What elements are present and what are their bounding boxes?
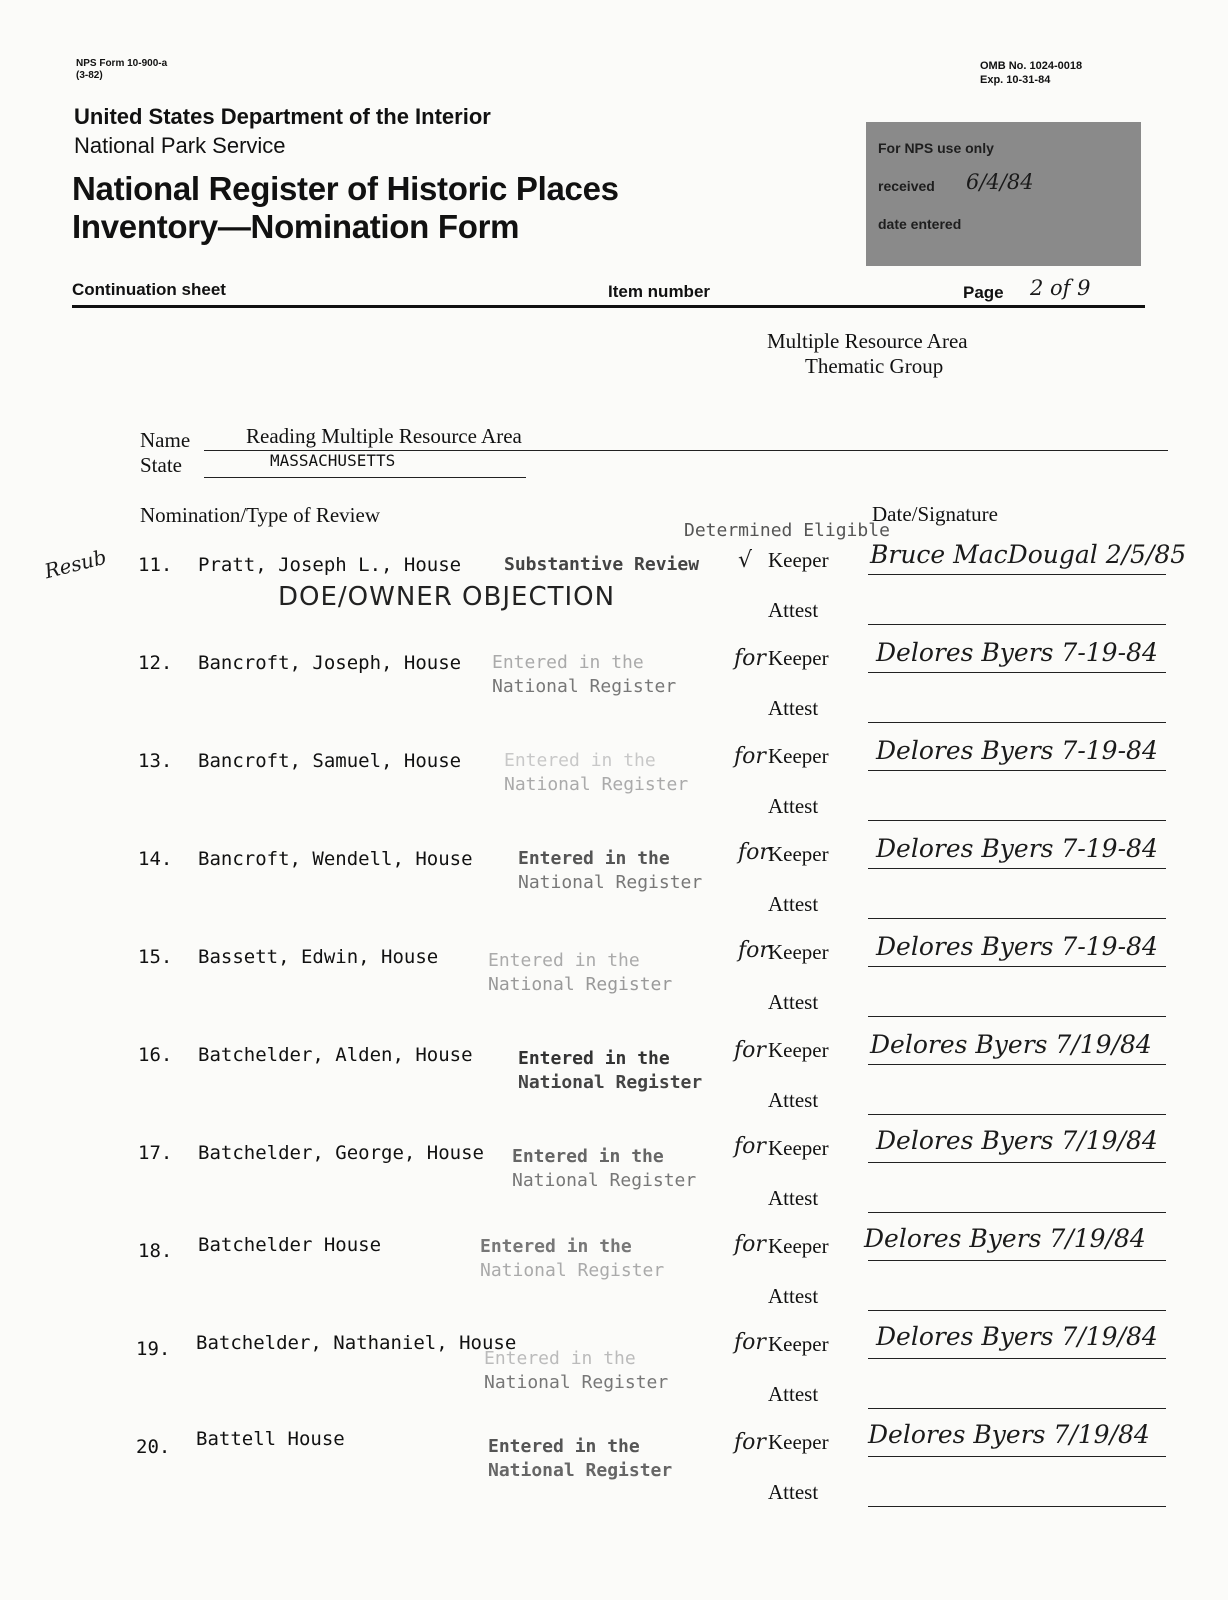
attest-label: Attest — [768, 1382, 819, 1406]
attest-signature-line — [868, 1114, 1166, 1115]
review-stamp-line2: National Register — [480, 1260, 665, 1281]
attest-signature-line — [868, 1212, 1166, 1213]
nomination-column-header: Nomination/Type of Review — [140, 503, 380, 527]
received-label: received — [878, 178, 935, 194]
keeper-mark: for — [734, 1232, 766, 1257]
nomination-entry — [0, 1322, 1228, 1431]
attest-signature-line — [868, 820, 1166, 821]
review-stamp-line2: National Register — [488, 974, 673, 995]
entry-number: 14. — [138, 848, 173, 870]
review-stamp-line2: National Register — [492, 676, 677, 697]
review-stamp-line2: DOE/OWNER OBJECTION — [278, 582, 616, 612]
attest-label: Attest — [768, 1284, 819, 1308]
entry-number: 19. — [136, 1338, 171, 1360]
keeper-signature-line — [868, 1064, 1166, 1065]
keeper-signature: Delores Byers 7/19/84 — [870, 1030, 1152, 1059]
nomination-entry — [0, 736, 1228, 843]
keeper-mark: √ — [738, 548, 753, 573]
keeper-signature-line — [868, 1358, 1166, 1359]
keeper-mark: for — [734, 646, 766, 671]
keeper-label: Keeper — [768, 1332, 829, 1356]
attest-label: Attest — [768, 990, 819, 1014]
keeper-signature: Bruce MacDougal 2/5/85 — [870, 540, 1187, 569]
review-stamp-line2: National Register — [484, 1372, 669, 1393]
property-name: Batchelder, Nathaniel, House — [196, 1332, 517, 1354]
review-stamp-top: Determined Eligible — [684, 520, 890, 541]
attest-signature-line — [868, 1506, 1166, 1507]
keeper-signature-line — [868, 1456, 1166, 1457]
nomination-entry — [0, 1420, 1228, 1529]
review-stamp-line2: National Register — [488, 1460, 673, 1481]
keeper-signature: Delores Byers 7-19-84 — [876, 834, 1158, 863]
group-type-line1: Multiple Resource Area — [767, 329, 968, 353]
omb-number: OMB No. 1024-0018 — [980, 60, 1083, 72]
review-stamp-line2: National Register — [504, 774, 689, 795]
review-stamp-line1: Entered in the — [484, 1348, 636, 1369]
nomination-entry — [0, 1224, 1228, 1333]
attest-signature-line — [868, 1310, 1166, 1311]
keeper-mark: for — [734, 744, 766, 769]
attest-label: Attest — [768, 1480, 819, 1504]
nps-use-label: For NPS use only — [878, 140, 994, 156]
attest-label: Attest — [768, 1186, 819, 1210]
keeper-label: Keeper — [768, 842, 829, 866]
margin-note: Resub — [42, 544, 109, 584]
keeper-label: Keeper — [768, 940, 829, 964]
attest-label: Attest — [768, 892, 819, 916]
attest-signature-line — [868, 722, 1166, 723]
keeper-signature-line — [868, 966, 1166, 967]
attest-signature-line — [868, 918, 1166, 919]
attest-label: Attest — [768, 598, 819, 622]
entry-number: 17. — [138, 1142, 173, 1164]
page-number: 2 of 9 — [1030, 276, 1091, 300]
form-title-line1: National Register of Historic Places — [72, 170, 619, 207]
keeper-signature-line — [868, 770, 1166, 771]
nomination-entry — [0, 638, 1228, 745]
review-stamp-line2: National Register — [512, 1170, 697, 1191]
review-stamp-line2: National Register — [518, 1072, 703, 1093]
attest-label: Attest — [768, 1088, 819, 1112]
nomination-entry — [0, 1126, 1228, 1235]
keeper-signature: Delores Byers 7-19-84 — [876, 638, 1158, 667]
attest-label: Attest — [768, 794, 819, 818]
name-label: Name — [140, 428, 191, 452]
keeper-signature-line — [868, 574, 1166, 575]
entry-number: 13. — [138, 750, 173, 772]
entry-number: 20. — [136, 1436, 171, 1458]
keeper-signature: Delores Byers 7-19-84 — [876, 736, 1158, 765]
name-value: Reading Multiple Resource Area — [246, 424, 522, 448]
property-name: Batchelder House — [198, 1234, 382, 1256]
state-label: State — [140, 453, 182, 477]
entry-number: 15. — [138, 946, 173, 968]
property-name: Pratt, Joseph L., House — [198, 554, 462, 576]
item-number-label: Item number — [608, 282, 711, 301]
attest-signature-line — [868, 1016, 1166, 1017]
keeper-signature: Delores Byers 7-19-84 — [876, 932, 1158, 961]
review-stamp-line1: Entered in the — [518, 848, 670, 869]
state-underline — [204, 477, 526, 478]
header-divider — [72, 305, 1145, 308]
received-date: 6/4/84 — [966, 170, 1034, 194]
property-name: Batchelder, Alden, House — [198, 1044, 473, 1066]
continuation-sheet-label: Continuation sheet — [72, 280, 226, 299]
keeper-mark: for — [738, 840, 770, 865]
nps-use-only-box — [866, 122, 1141, 266]
form-title-line2: Inventory—Nomination Form — [72, 208, 520, 245]
expiration-date: Exp. 10-31-84 — [980, 74, 1051, 86]
property-name: Battell House — [196, 1428, 345, 1450]
state-value: MASSACHUSETTS — [270, 451, 396, 470]
property-name: Bancroft, Joseph, House — [198, 652, 462, 674]
page-label: Page — [963, 283, 1004, 302]
keeper-label: Keeper — [768, 744, 829, 768]
review-stamp-line1: Substantive Review — [504, 554, 700, 575]
keeper-label: Keeper — [768, 1234, 829, 1258]
attest-signature-line — [868, 624, 1166, 625]
keeper-mark: for — [734, 1134, 766, 1159]
keeper-signature: Delores Byers 7/19/84 — [864, 1224, 1146, 1253]
review-stamp-line1: Entered in the — [518, 1048, 670, 1069]
form-id: NPS Form 10-900-a — [76, 58, 168, 69]
entry-number: 18. — [138, 1240, 173, 1262]
review-stamp-line1: Entered in the — [488, 950, 640, 971]
keeper-signature: Delores Byers 7/19/84 — [876, 1322, 1158, 1351]
date-entered-label: date entered — [878, 216, 962, 232]
review-stamp-line1: Entered in the — [504, 750, 656, 771]
keeper-label: Keeper — [768, 1136, 829, 1160]
review-stamp-line1: Entered in the — [480, 1236, 632, 1257]
property-name: Batchelder, George, House — [198, 1142, 484, 1164]
service-name: National Park Service — [74, 133, 286, 158]
nomination-entry — [0, 520, 1228, 647]
keeper-mark: for — [734, 1330, 766, 1355]
attest-label: Attest — [768, 696, 819, 720]
nomination-entry — [0, 932, 1228, 1039]
keeper-label: Keeper — [768, 1430, 829, 1454]
keeper-mark: for — [738, 938, 770, 963]
review-stamp-line1: Entered in the — [488, 1436, 640, 1457]
date-signature-column-header: Date/Signature — [872, 502, 998, 526]
keeper-label: Keeper — [768, 548, 829, 572]
property-name: Bancroft, Samuel, House — [198, 750, 462, 772]
property-name: Bancroft, Wendell, House — [198, 848, 473, 870]
group-type-line2: Thematic Group — [805, 354, 944, 378]
nomination-entry — [0, 1030, 1228, 1137]
entry-number: 16. — [138, 1044, 173, 1066]
keeper-signature-line — [868, 672, 1166, 673]
review-stamp-line2: National Register — [518, 872, 703, 893]
entry-number: 12. — [138, 652, 173, 674]
keeper-signature: Delores Byers 7/19/84 — [868, 1420, 1150, 1449]
keeper-label: Keeper — [768, 1038, 829, 1062]
department-name: United States Department of the Interior — [74, 104, 491, 129]
attest-signature-line — [868, 1408, 1166, 1409]
review-stamp-line1: Entered in the — [492, 652, 644, 673]
property-name: Bassett, Edwin, House — [198, 946, 439, 968]
keeper-signature-line — [868, 1260, 1166, 1261]
entry-number: 11. — [138, 554, 173, 576]
keeper-mark: for — [734, 1038, 766, 1063]
keeper-label: Keeper — [768, 646, 829, 670]
keeper-signature: Delores Byers 7/19/84 — [876, 1126, 1158, 1155]
review-stamp-line1: Entered in the — [512, 1146, 664, 1167]
nomination-entry — [0, 834, 1228, 941]
keeper-mark: for — [734, 1430, 766, 1455]
keeper-signature-line — [868, 1162, 1166, 1163]
keeper-signature-line — [868, 868, 1166, 869]
form-revision: (3-82) — [76, 70, 103, 81]
